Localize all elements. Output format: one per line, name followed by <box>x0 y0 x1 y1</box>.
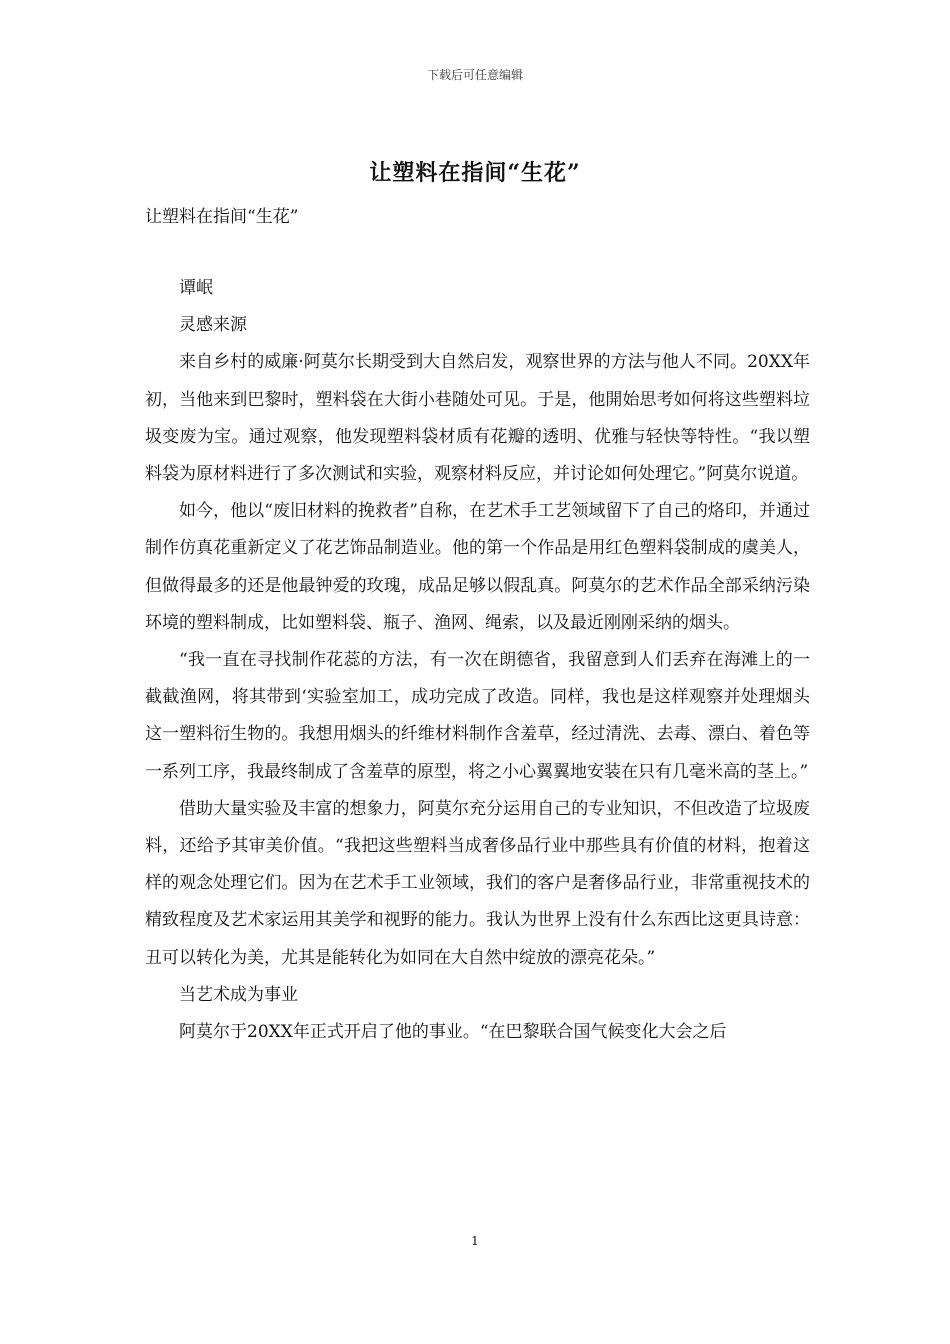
page-header: 下载后可任意编辑 <box>426 68 523 82</box>
page-number: 1 <box>471 1234 479 1248</box>
document-body <box>145 270 810 1051</box>
section-heading-inspiration: 灵感来源 <box>179 315 247 336</box>
body-paragraph: 如今，他以“废旧材料的挽救者”自称，在艺术手工艺领域留下了自己的烙印，并通过制作仿真花重新定义了花艺饰品制造业。他的第一个作品是用红色塑料袋制成的虞美人，但做得最多的还是他最钟爱的玫瑰，成品足够以假乱真。阿莫尔的艺术作品全部采纳污染环境的塑料制成，比如塑料袋、瓶子、渔网、绳索，以及最近刚刚采纳的烟头。 <box>145 501 810 633</box>
section-heading-career: 当艺术成为事业 <box>179 984 298 1005</box>
body-paragraph: 来自乡村的威廉·阿莫尔长期受到大自然启发，观察世界的方法与他人不同。20XX年初，当他来到巴黎时，塑料袋在大街小巷随处可见。于是，他開始思考如何将这些塑料垃圾变废为宝。通过观察，他发现塑料袋材质有花瓣的透明、优雅与轻快等特性。“我以塑料袋为原材料进行了多次测试和实验，观察材料反应，并讨论如何处理它。”阿莫尔说道。 <box>145 352 810 485</box>
author-line: 谭岷 <box>179 278 213 298</box>
body-paragraph: “我一直在寻找制作花蕊的方法，有一次在朗德省，我留意到人们丢弃在海滩上的一截截渔网，将其带到‘实验室加工，成功完成了改造。同样，我也是这样观察并处理烟头这一塑料衍生物的。我想用烟头的纤维材料制作含羞草，经过清洗、去毒、漂白、着色等一系列工序，我最终制成了含羞草的原型，将之小心翼翼地安装在只有几毫米高的茎上。” <box>145 650 810 782</box>
document-title: 让塑料在指间“生花” <box>369 160 581 186</box>
body-paragraph: 阿莫尔于20XX年正式开启了他的事业。“在巴黎联合国气候变化大会之后 <box>179 1022 727 1043</box>
body-paragraph: 借助大量实验及丰富的想象力，阿莫尔充分运用自己的专业知识，不但改造了垃圾废料，还给予其审美价值。“我把这些塑料当成奢侈品行业中那些具有价值的材料，抱着这样的观念处理它们。因为在艺术手工业领域，我们的客户是奢侈品行业，非常重视技术的精致程度及艺术家运用其美学和视野的能力。我认为世界上没有什么东西比这更具诗意：丑可以转化为美，尤其是能转化为如同在大自然中绽放的漂亮花朵。” <box>145 798 810 968</box>
document-subtitle: 让塑料在指间“生花” <box>145 207 299 227</box>
